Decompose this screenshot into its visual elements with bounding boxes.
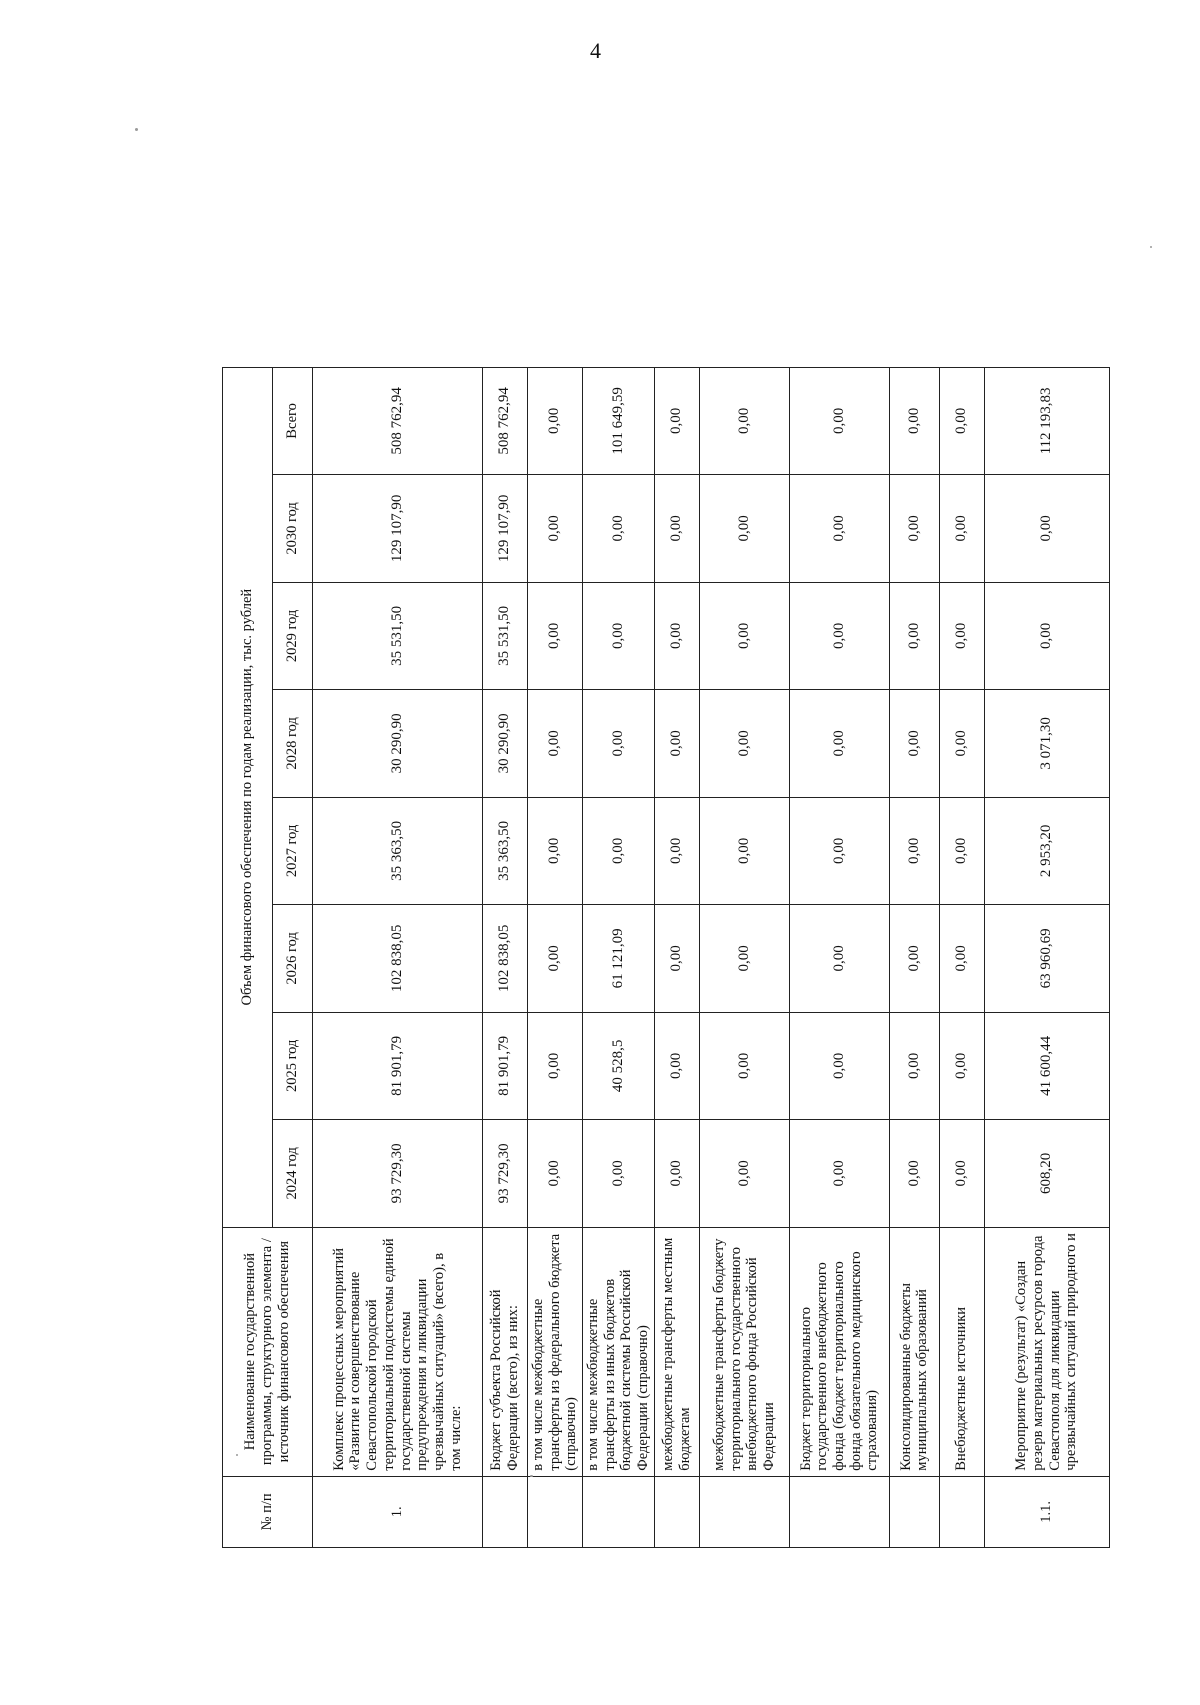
table-row xyxy=(984,113,1109,1548)
cell-value: 0,00 xyxy=(789,1012,889,1119)
cell-value: 0,00 xyxy=(654,1012,699,1119)
row-name: в том числе межбюджетные трансферты из федерального бюджета (справочно) xyxy=(528,1227,583,1476)
cell-value: 0,00 xyxy=(789,367,889,475)
table-spacer xyxy=(223,113,313,367)
cell-value: 0,00 xyxy=(654,475,699,582)
header-year-2026: 2026 год xyxy=(273,905,313,1012)
row-name: в том числе межбюджетные трансферты из иных бюджетов бюджетной системы Российской Федерации (справочно) xyxy=(583,1227,655,1476)
cell-value: 0,00 xyxy=(939,1012,984,1119)
cell-value: 0,00 xyxy=(699,1120,789,1227)
cell-value: 608,20 xyxy=(984,1120,1109,1227)
cell-value: 0,00 xyxy=(789,582,889,689)
cell-value: 0,00 xyxy=(789,475,889,582)
row-name: Внебюджетные источники xyxy=(939,1227,984,1476)
cell-value: 93 729,30 xyxy=(483,1120,528,1227)
cell-value: 30 290,90 xyxy=(483,690,528,797)
row-number xyxy=(699,1476,789,1547)
cell-value: 0,00 xyxy=(699,690,789,797)
row-number xyxy=(939,1476,984,1547)
scan-speck xyxy=(236,1454,238,1456)
cell-value: 0,00 xyxy=(699,475,789,582)
cell-value: 0,00 xyxy=(789,905,889,1012)
cell-value: 0,00 xyxy=(939,690,984,797)
cell-value: 61 121,09 xyxy=(583,905,655,1012)
cell-value: 0,00 xyxy=(889,475,939,582)
header-name: Наименование государственной программы, структурного элемента / источник финансового обеспечения xyxy=(223,1227,313,1476)
cell-value: 0,00 xyxy=(889,1120,939,1227)
cell-value: 63 960,69 xyxy=(984,905,1109,1012)
scan-speck xyxy=(530,1475,533,1477)
cell-value: 0,00 xyxy=(984,582,1109,689)
cell-value: 35 363,50 xyxy=(483,797,528,904)
row-number xyxy=(483,1476,528,1547)
financing-table xyxy=(222,113,1110,1548)
cell-value: 0,00 xyxy=(528,1120,583,1227)
table-row xyxy=(528,113,583,1548)
cell-value: 35 531,50 xyxy=(483,582,528,689)
header-no: № п/п xyxy=(223,1476,313,1547)
scan-speck xyxy=(135,128,138,131)
cell-value: 0,00 xyxy=(654,690,699,797)
table-row xyxy=(583,113,655,1548)
cell-value: 0,00 xyxy=(528,797,583,904)
cell-value: 0,00 xyxy=(654,582,699,689)
cell-value: 508 762,94 xyxy=(313,367,483,475)
cell-value: 0,00 xyxy=(699,797,789,904)
cell-value: 101 649,59 xyxy=(583,367,655,475)
cell-value: 40 528,5 xyxy=(583,1012,655,1119)
header-year-2029: 2029 год xyxy=(273,582,313,689)
cell-value: 102 838,05 xyxy=(483,905,528,1012)
cell-value: 0,00 xyxy=(528,905,583,1012)
cell-value: 0,00 xyxy=(889,367,939,475)
row-name: Консолидированные бюджеты муниципальных образований xyxy=(889,1227,939,1476)
cell-value: 3 071,30 xyxy=(984,690,1109,797)
row-name: Бюджет территориального государственного внебюджетного фонда (бюджет территориального фонда обязательного медицинского страхования) xyxy=(789,1227,889,1476)
cell-value: 35 363,50 xyxy=(313,797,483,904)
cell-value: 0,00 xyxy=(939,905,984,1012)
cell-value: 0,00 xyxy=(583,797,655,904)
cell-value: 0,00 xyxy=(583,1120,655,1227)
row-number xyxy=(789,1476,889,1547)
cell-value: 0,00 xyxy=(939,367,984,475)
cell-value: 129 107,90 xyxy=(483,475,528,582)
cell-value: 0,00 xyxy=(654,367,699,475)
cell-value: 41 600,44 xyxy=(984,1012,1109,1119)
cell-value: 0,00 xyxy=(654,1120,699,1227)
page-number: 4 xyxy=(590,38,601,63)
cell-value: 0,00 xyxy=(583,475,655,582)
row-number xyxy=(528,1476,583,1547)
header-year-2027: 2027 год xyxy=(273,797,313,904)
cell-value: 0,00 xyxy=(889,582,939,689)
cell-value: 0,00 xyxy=(528,582,583,689)
cell-value: 0,00 xyxy=(654,905,699,1012)
cell-value: 0,00 xyxy=(699,1012,789,1119)
cell-value: 0,00 xyxy=(528,690,583,797)
cell-value: 129 107,90 xyxy=(313,475,483,582)
cell-value: 35 531,50 xyxy=(313,582,483,689)
row-name: межбюджетные трансферты местным бюджетам xyxy=(654,1227,699,1476)
header-year-2030: 2030 год xyxy=(273,475,313,582)
cell-value: 0,00 xyxy=(654,797,699,904)
cell-value: 0,00 xyxy=(583,690,655,797)
cell-value: 0,00 xyxy=(939,475,984,582)
cell-value: 0,00 xyxy=(939,797,984,904)
scan-speck xyxy=(1150,246,1152,248)
cell-value: 0,00 xyxy=(699,905,789,1012)
cell-value: 0,00 xyxy=(939,1120,984,1227)
cell-value: 0,00 xyxy=(699,582,789,689)
cell-value: 0,00 xyxy=(889,1012,939,1119)
table-row xyxy=(654,113,699,1548)
header-year-2024: 2024 год xyxy=(273,1120,313,1227)
cell-value: 0,00 xyxy=(528,475,583,582)
header-volume: Объем финансового обеспечения по годам реализации, тыс. рублей xyxy=(223,367,273,1227)
row-name: межбюджетные трансферты бюджету территориального государственного внебюджетного фонда Российской Федерации xyxy=(699,1227,789,1476)
cell-value: 0,00 xyxy=(889,905,939,1012)
table-row xyxy=(313,113,483,1548)
cell-value: 93 729,30 xyxy=(313,1120,483,1227)
rotated-page-content xyxy=(222,113,1102,1548)
cell-value: 0,00 xyxy=(528,1012,583,1119)
row-name: Комплекс процессных мероприятий «Развитие и совершенствование Севастопольской городской территориальной подсистемы единой государственной системы предупреждения и ликвидации чрезвычайных ситуаций» (всего), в том числе: xyxy=(313,1227,483,1476)
row-number xyxy=(583,1476,655,1547)
cell-value: 0,00 xyxy=(789,797,889,904)
cell-value: 102 838,05 xyxy=(313,905,483,1012)
header-year-2028: 2028 год xyxy=(273,690,313,797)
cell-value: 81 901,79 xyxy=(483,1012,528,1119)
table-row xyxy=(789,113,889,1548)
cell-value: 2 953,20 xyxy=(984,797,1109,904)
cell-value: 0,00 xyxy=(939,582,984,689)
cell-value: 0,00 xyxy=(583,582,655,689)
table-row xyxy=(699,113,789,1548)
cell-value: 0,00 xyxy=(699,367,789,475)
header-total: Всего xyxy=(273,367,313,475)
cell-value: 112 193,83 xyxy=(984,367,1109,475)
table-row xyxy=(939,113,984,1548)
cell-value: 0,00 xyxy=(528,367,583,475)
table-row xyxy=(889,113,939,1548)
cell-value: 0,00 xyxy=(789,1120,889,1227)
cell-value: 0,00 xyxy=(984,475,1109,582)
row-number: 1.1. xyxy=(984,1476,1109,1547)
cell-value: 30 290,90 xyxy=(313,690,483,797)
header-year-2025: 2025 год xyxy=(273,1012,313,1119)
cell-value: 0,00 xyxy=(789,690,889,797)
row-number xyxy=(889,1476,939,1547)
cell-value: 0,00 xyxy=(889,690,939,797)
row-number xyxy=(654,1476,699,1547)
cell-value: 508 762,94 xyxy=(483,367,528,475)
row-name: Бюджет субъекта Российской Федерации (всего), из них: xyxy=(483,1227,528,1476)
row-name: Мероприятие (результат) «Создан резерв материальных ресурсов города Севастополя для ликвидации чрезвычайных ситуаций природного и xyxy=(984,1227,1109,1476)
table-row xyxy=(483,113,528,1548)
cell-value: 81 901,79 xyxy=(313,1012,483,1119)
row-number: 1. xyxy=(313,1476,483,1547)
cell-value: 0,00 xyxy=(889,797,939,904)
